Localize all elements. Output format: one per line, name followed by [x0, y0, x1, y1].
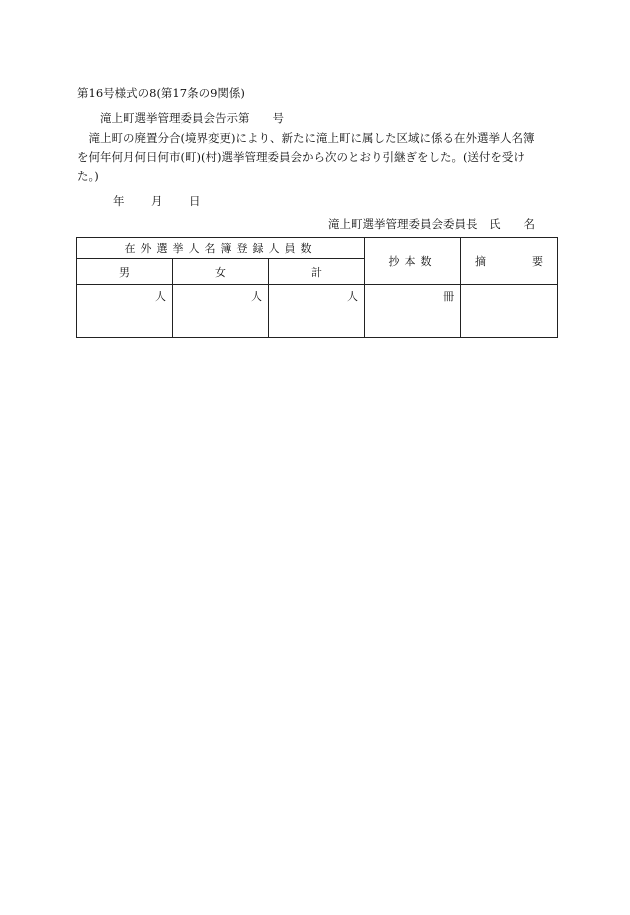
- male-header: 男: [77, 259, 173, 285]
- male-count-cell[interactable]: 人: [77, 285, 173, 338]
- year-label: 年: [113, 194, 125, 208]
- remarks-cell[interactable]: [461, 285, 558, 338]
- date-line: [113, 193, 201, 209]
- register-table: [76, 237, 558, 338]
- month-label: 月: [151, 194, 163, 208]
- body-line: を何年何月何日何市(町)(村)選挙管理委員会から次のとおり引継ぎをした。(送付を受け: [77, 150, 525, 164]
- signature-line: 滝上町選挙管理委員会委員長 氏 名: [328, 217, 535, 231]
- day-label: 日: [189, 194, 201, 208]
- remarks-header: [461, 238, 558, 285]
- body-line: た。): [77, 169, 99, 183]
- total-header: 計: [269, 259, 365, 285]
- total-count-cell[interactable]: 人: [269, 285, 365, 338]
- remarks-char-1: 摘: [475, 255, 487, 268]
- copies-count-cell[interactable]: 冊: [365, 285, 461, 338]
- notice-number: 滝上町選挙管理委員会告示第 号: [100, 111, 284, 125]
- female-count-cell[interactable]: 人: [173, 285, 269, 338]
- notice-body: [77, 129, 555, 186]
- female-header: 女: [173, 259, 269, 285]
- registered-count-header: 在外選挙人名簿登録人員数: [77, 238, 365, 259]
- remarks-char-2: 要: [532, 255, 544, 268]
- copies-header: 抄本数: [365, 238, 461, 285]
- form-reference: 第16号様式の8(第17条の9関係): [77, 86, 245, 100]
- body-line: 滝上町の廃置分合(境界変更)により、新たに滝上町に属した区域に係る在外選挙人名簿: [77, 131, 535, 145]
